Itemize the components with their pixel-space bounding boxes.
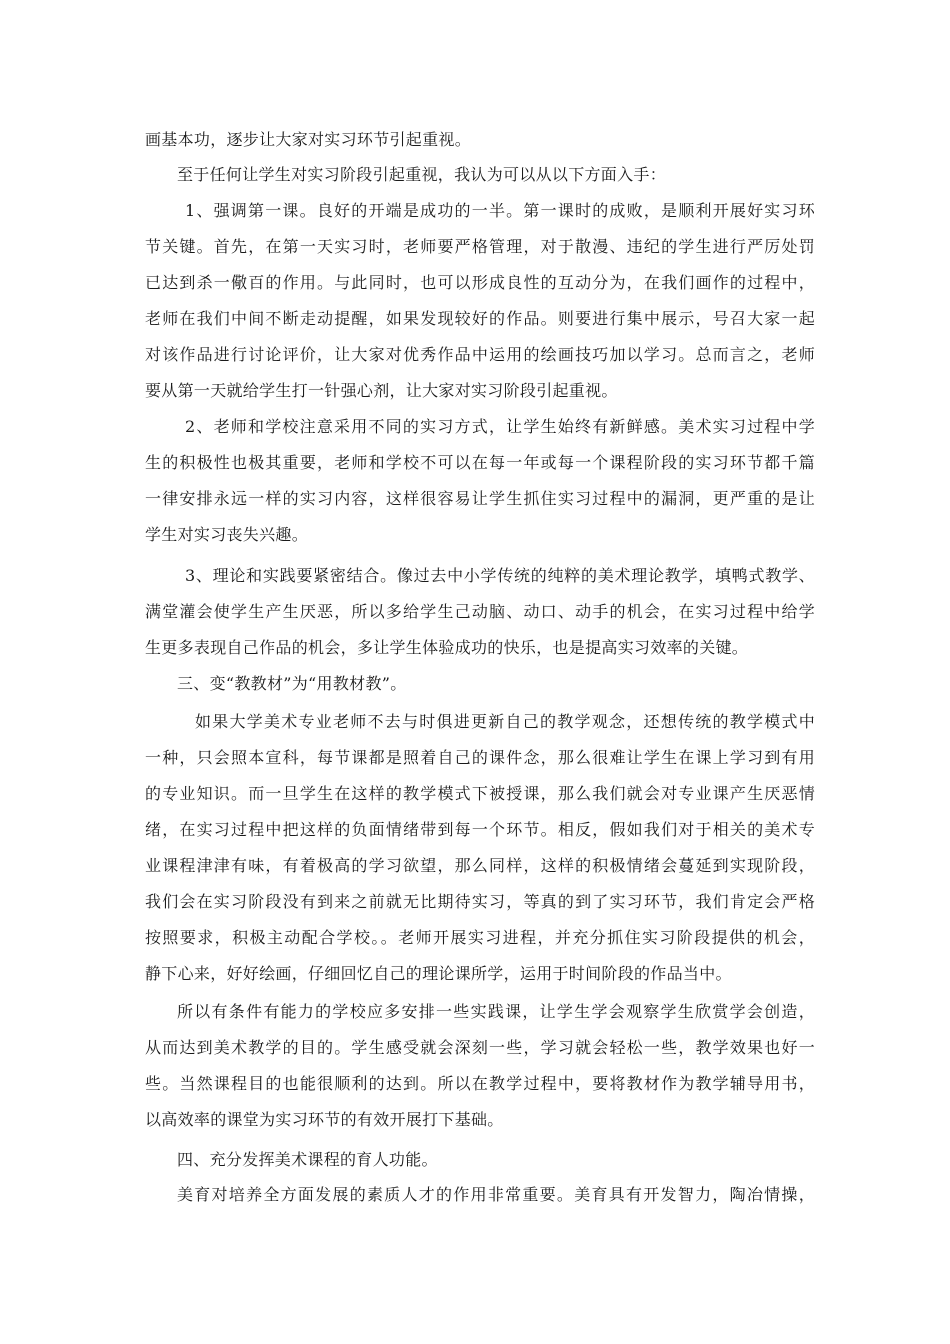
- text-line-2: 至于任何让学生对实习阶段引起重视，我认为可以从以下方面入手：: [177, 165, 667, 184]
- text-line-22: 我们会在实习阶段没有到来之前就无比期待实习，等真的到了实习环节，我们肯定会严格: [145, 892, 815, 911]
- text-line-28: 以高效率的课堂为实习环节的有效开展打下基础。: [145, 1110, 504, 1129]
- text-line-18: 一种，只会照本宣科，每节课都是照着自己的课件念，那么很难让学生在课上学习到有用: [145, 748, 815, 767]
- section-heading-3: 三、变“教教材”为“用教材教”。: [177, 674, 407, 693]
- text-line-7: 对该作品进行讨论评价，让大家对优秀作品中运用的绘画技巧加以学习。总而言之，老师: [145, 345, 815, 364]
- text-line-25: 所以有条件有能力的学校应多安排一些实践课，让学生学会观察学生欣赏学会创造，: [177, 1002, 815, 1021]
- text-line-15: 生更多表现自己作品的机会，多让学生体验成功的快乐，也是提高实习效率的关键。: [145, 638, 749, 657]
- text-line-24: 静下心来，好好绘画，仔细回忆自己的理论课所学，运用于时间阶段的作品当中。: [145, 964, 732, 983]
- text-line-19: 的专业知识。而一旦学生在这样的教学模式下被授课，那么我们就会对专业课产生厌恶情: [145, 784, 815, 803]
- text-line-4: 节关键。首先，在第一天实习时，老师要严格管理，对于散漫、违纪的学生进行严厉处罚: [145, 237, 815, 256]
- text-line-12: 学生对实习丧失兴趣。: [145, 525, 309, 544]
- text-line-5: 已达到杀一儆百的作用。与此同时，也可以形成良性的互动分为，在我们画作的过程中，: [145, 273, 815, 292]
- text-line-23: 按照要求，积极主动配合学校。。老师开展实习进程，并充分抓住实习阶段提供的机会，: [145, 928, 815, 947]
- text-line-10: 生的积极性也极其重要，老师和学校不可以在每一年或每一个课程阶段的实习环节都千篇: [145, 453, 815, 472]
- text-line-6: 老师在我们中间不断走动提醒，如果发现较好的作品。则要进行集中展示，号召大家一起: [145, 309, 815, 328]
- text-line-1: 画基本功，逐步让大家对实习环节引起重视。: [145, 130, 472, 149]
- text-line-8: 要从第一天就给学生打一针强心剂，让大家对实习阶段引起重视。: [145, 381, 618, 400]
- text-line-26: 从而达到美术教学的目的。学生感受就会深刻一些，学习就会轻松一些，教学效果也好一: [145, 1038, 815, 1057]
- text-line-27: 些。当然课程目的也能很顺利的达到。所以在教学过程中，要将教材作为教学辅导用书，: [145, 1074, 815, 1093]
- text-line-17: 如果大学美术专业老师不去与时俱进更新自己的教学观念，还想传统的教学模式中: [195, 712, 815, 731]
- text-line-9: 2、老师和学校注意采用不同的实习方式，让学生始终有新鲜感。美术实习过程中学: [185, 417, 815, 436]
- text-line-30: 美育对培养全方面发展的素质人才的作用非常重要。美育具有开发智力，陶冶情操，: [177, 1185, 815, 1204]
- section-heading-4: 四、充分发挥美术课程的育人功能。: [177, 1150, 438, 1169]
- text-line-14: 满堂灌会使学生产生厌恶，所以多给学生己动脑、动口、动手的机会，在实习过程中给学: [145, 602, 815, 621]
- text-line-13: 3、理论和实践要紧密结合。像过去中小学传统的纯粹的美术理论教学，填鸭式教学、: [185, 566, 815, 585]
- text-line-21: 业课程津津有味，有着极高的学习欲望，那么同样，这样的积极情绪会蔓延到实现阶段，: [145, 856, 815, 875]
- text-line-20: 绪，在实习过程中把这样的负面情绪带到每一个环节。相反，假如我们对于相关的美术专: [145, 820, 815, 839]
- text-line-11: 一律安排永远一样的实习内容，这样很容易让学生抓住实习过程中的漏洞，更严重的是让: [145, 489, 815, 508]
- text-line-3: 1、强调第一课。良好的开端是成功的一半。第一课时的成败，是顺利开展好实习环: [185, 201, 815, 220]
